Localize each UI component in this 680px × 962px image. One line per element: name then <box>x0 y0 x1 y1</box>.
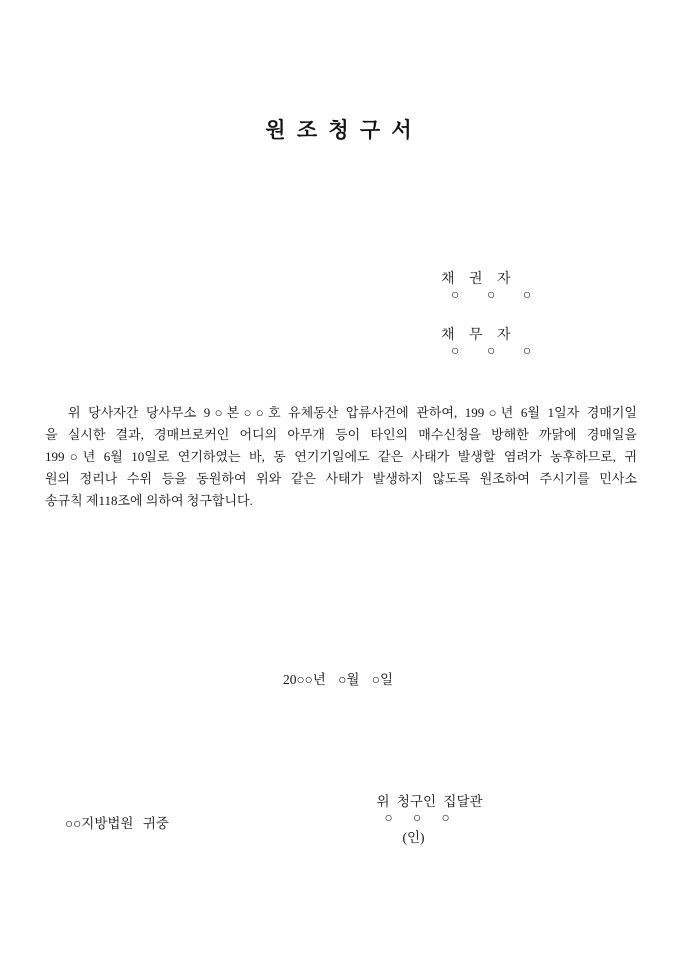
document-title: 원 조 청 구 서 <box>265 118 415 142</box>
court-line: ○○지방법원 귀중 <box>65 816 169 831</box>
creditor-name-placeholder: ○ ○ ○ <box>451 288 532 303</box>
creditor-label: 채 권 자 <box>441 272 511 287</box>
signature-label: 위 청구인 집달관 <box>376 794 483 809</box>
debtor-name-placeholder: ○ ○ ○ <box>451 344 532 359</box>
signer-name-placeholder: ○ ○ ○ <box>384 810 450 825</box>
date-line: 20○○년 ○월 ○일 <box>283 672 393 687</box>
body-line: 을 실시한 결과, 경매브로커인 어디의 아무개 등이 타인의 매수신청을 방해한 까닭에 경매일을 <box>45 427 637 442</box>
debtor-label: 채 무 자 <box>441 328 511 343</box>
body-paragraph <box>45 402 637 512</box>
signature-row <box>363 774 483 862</box>
body-line: 199○년 6월 10일로 연기하였는 바, 동 연기기일에도 같은 사태가 발생할 염려가 농후하므로, 귀 <box>45 449 637 464</box>
seal-mark: (인) <box>402 830 425 845</box>
debtor-row <box>427 308 531 376</box>
body-line: 위 당사자간 당사무소 9○본○○호 유체동산 압류사건에 관하여, 199○년 6월 1일자 경매기일 <box>68 405 637 420</box>
body-line: 송규칙 제118조에 의하여 청구합니다. <box>45 493 253 508</box>
body-line: 원의 정리나 수위 등을 동원하여 위와 같은 사태가 발생하지 않도록 원조하여 주시기를 민사소 <box>45 471 637 486</box>
